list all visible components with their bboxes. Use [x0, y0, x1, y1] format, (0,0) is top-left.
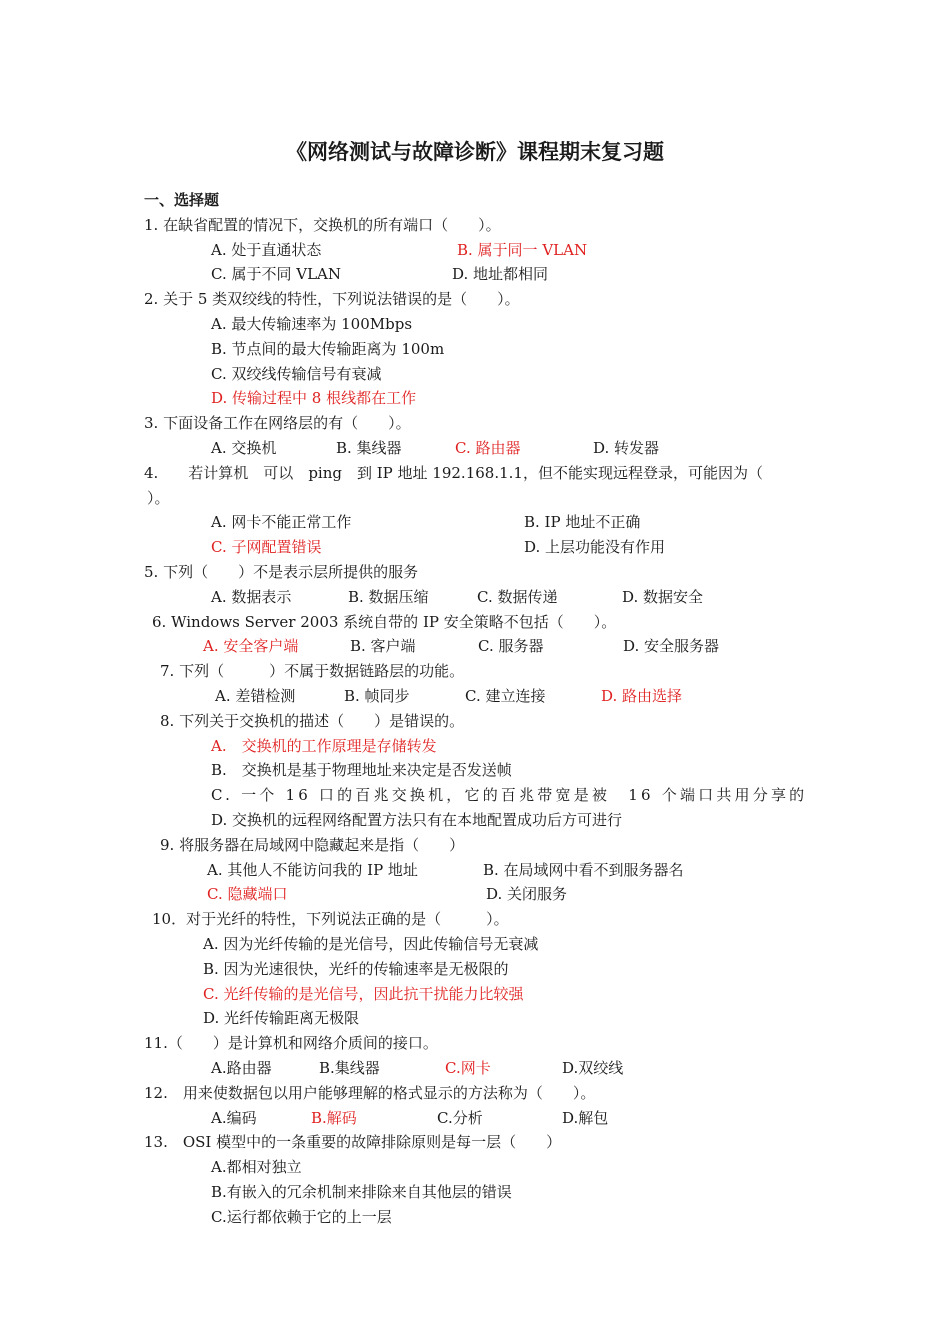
answer-option: C. 服务器 — [478, 637, 544, 656]
answer-option: D. 转发器 — [593, 439, 660, 457]
answer-option: A. 因为光纤传输的是光信号，因此传输信号无衰减 — [203, 935, 539, 953]
answer-option: C. 隐藏端口 — [207, 885, 288, 904]
answer-option: C. 一个 16 口的百兆交换机，它的百兆带宽是被 16 个端口共用分享的 — [211, 786, 808, 805]
answer-option: C. 建立连接 — [465, 687, 546, 705]
question-stem: 2. 关于 5 类双绞线的特性，下列说法错误的是（ ）。 — [144, 290, 520, 309]
answer-option: A. 处于直通状态 — [211, 240, 322, 259]
answer-option: B. 帧同步 — [344, 687, 410, 705]
question-stem: 6. Windows Server 2003 系统自带的 IP 安全策略不包括（ ）。 — [152, 612, 617, 631]
question-stem: 12. 用来使数据包以用户能够理解的格式显示的方法称为（ ）。 — [144, 1083, 596, 1102]
answer-option: C. 路由器 — [455, 439, 521, 457]
answer-option: B.有嵌入的冗余机制来排除来自其他层的错误 — [211, 1183, 512, 1201]
question-stem: 8. 下列关于交换机的描述（ ）是错误的。 — [160, 711, 465, 730]
answer-option: D. 路由选择 — [601, 687, 683, 705]
answer-option: D. 关闭服务 — [486, 885, 568, 904]
question-stem: 13. OSI 模型中的一条重要的故障排除原则是每一层（ ） — [144, 1133, 562, 1152]
answer-option: D. 数据安全 — [622, 587, 704, 606]
answer-option: B. 在局域网中看不到服务器名 — [483, 860, 684, 879]
answer-option: C. 光纤传输的是光信号，因此抗干扰能力比较强 — [203, 984, 524, 1003]
answer-option: B.解码 — [311, 1108, 357, 1127]
answer-option: B. 交换机是基于物理地址来决定是否发送帧 — [211, 761, 512, 780]
answer-option: D. 光纤传输距离无极限 — [203, 1009, 360, 1028]
answer-option: B.集线器 — [319, 1059, 380, 1077]
answer-option: D. 上层功能没有作用 — [524, 538, 666, 557]
answer-option: D. 传输过程中 8 根线都在工作 — [211, 389, 417, 408]
answer-option: A. 安全客户端 — [203, 637, 299, 656]
answer-option: A. 数据表示 — [211, 587, 292, 606]
answer-option: C. 数据传递 — [477, 587, 558, 606]
answer-option: D. 安全服务器 — [623, 637, 720, 656]
answer-option: A.编码 — [211, 1108, 257, 1127]
answer-option: D. 交换机的远程网络配置方法只有在本地配置成功后方可进行 — [211, 811, 623, 829]
question-stem-continued: ）。 — [147, 488, 170, 507]
question-stem: 1. 在缺省配置的情况下，交换机的所有端口（ ）。 — [144, 215, 501, 234]
answer-option: B. IP 地址不正确 — [524, 513, 641, 532]
answer-option: B. 属于同一 VLAN — [457, 240, 588, 259]
answer-option: B. 数据压缩 — [348, 587, 429, 606]
answer-option: D. 地址都相同 — [452, 265, 549, 284]
question-stem: 7. 下列（ ）不属于数据链路层的功能。 — [160, 662, 465, 681]
answer-option: A.都相对独立 — [211, 1158, 302, 1177]
answer-option: C.运行都依赖于它的上一层 — [211, 1207, 392, 1226]
answer-option: B. 集线器 — [336, 439, 402, 457]
question-stem: 9. 将服务器在局域网中隐藏起来是指（ ） — [160, 835, 465, 854]
answer-option: C. 子网配置错误 — [211, 538, 322, 557]
answer-option: B. 节点间的最大传输距离为 100m — [211, 339, 445, 358]
answer-option: A. 最大传输速率为 100Mbps — [211, 315, 413, 333]
section-heading: 一、选择题 — [144, 191, 220, 209]
question-stem: 5. 下列（ ）不是表示层所提供的服务 — [144, 563, 419, 581]
answer-option: D.解包 — [562, 1108, 609, 1127]
question-stem: 11.（ ）是计算机和网络介质间的接口。 — [144, 1034, 438, 1053]
document-title: 《网络测试与故障诊断》课程期末复习题 — [286, 139, 664, 164]
answer-option: C.网卡 — [445, 1059, 491, 1077]
answer-option: A. 交换机 — [211, 439, 277, 457]
answer-option: A. 差错检测 — [215, 687, 296, 705]
question-stem: 4. 若计算机 可以 ping 到 IP 地址 192.168.1.1，但不能实现远程登录，可能因为（ — [144, 463, 763, 482]
answer-option: C.分析 — [437, 1108, 483, 1127]
answer-option: B. 因为光速很快，光纤的传输速率是无极限的 — [203, 959, 509, 978]
question-stem: 10．对于光纤的特性，下列说法正确的是（ ）。 — [152, 910, 509, 929]
answer-option: A. 交换机的工作原理是存储转发 — [211, 736, 437, 755]
answer-option: A. 网卡不能正常工作 — [211, 513, 352, 532]
answer-option: C. 双绞线传输信号有衰减 — [211, 364, 382, 383]
answer-option: D.双绞线 — [562, 1059, 624, 1077]
answer-option: C. 属于不同 VLAN — [211, 265, 341, 284]
answer-option: B. 客户端 — [350, 637, 416, 656]
answer-option: A.路由器 — [211, 1059, 272, 1077]
question-stem: 3. 下面设备工作在网络层的有（ ）。 — [144, 414, 411, 433]
answer-option: A. 其他人不能访问我的 IP 地址 — [207, 860, 418, 879]
